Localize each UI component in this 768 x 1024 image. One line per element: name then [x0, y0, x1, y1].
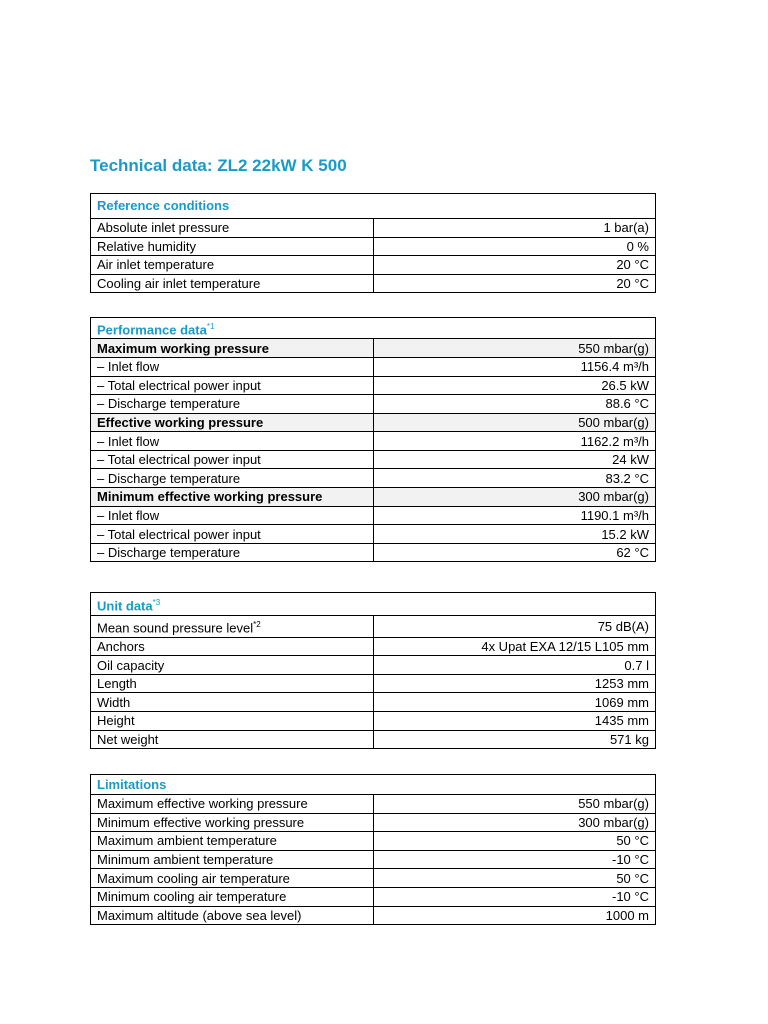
row-label [91, 637, 374, 656]
row-value: 300 mbar(g) [373, 488, 656, 507]
row-label-text: Absolute inlet pressure [97, 220, 230, 236]
row-label-text: Maximum altitude (above sea level) [97, 907, 302, 923]
row-label-text: – Inlet flow [97, 507, 160, 523]
row-value: 500 mbar(g) [373, 413, 656, 432]
row-label [91, 674, 374, 693]
row-label-text: – Total electrical power input [97, 452, 261, 468]
row-label [91, 813, 374, 832]
table-row [91, 432, 656, 451]
table-row [91, 274, 656, 293]
table-row [91, 887, 656, 906]
row-label [91, 730, 374, 749]
row-value: 88.6 °C [373, 395, 656, 414]
footnote-marker: *3 [152, 598, 161, 607]
row-label-text: – Discharge temperature [97, 545, 241, 561]
table-row [91, 357, 656, 376]
row-label [91, 274, 374, 293]
row-label [91, 469, 374, 488]
row-label [91, 616, 374, 637]
row-value: 1156.4 m³/h [373, 357, 656, 376]
row-label-text: Relative humidity [97, 238, 196, 254]
section-title: Unit data [97, 598, 153, 614]
row-value: 15.2 kW [373, 525, 656, 544]
row-value: 300 mbar(g) [373, 813, 656, 832]
row-value: 550 mbar(g) [373, 795, 656, 814]
row-value: 75 dB(A) [373, 616, 656, 637]
row-label [91, 712, 374, 731]
row-label [91, 376, 374, 395]
table-row [91, 637, 656, 656]
row-label [91, 887, 374, 906]
row-value: 1069 mm [373, 693, 656, 712]
row-label-text: Effective working pressure [97, 415, 264, 430]
row-label-text: Maximum ambient temperature [97, 833, 277, 849]
section-header-label [91, 194, 656, 219]
row-value: 571 kg [373, 730, 656, 749]
section-header [91, 194, 656, 219]
section-header [91, 593, 656, 616]
row-label-text: Minimum ambient temperature [97, 852, 274, 868]
table-row [91, 219, 656, 238]
row-value: 20 °C [373, 256, 656, 275]
section-header-label [91, 775, 656, 795]
row-label [91, 795, 374, 814]
row-value: -10 °C [373, 850, 656, 869]
table-row [91, 543, 656, 562]
table-row [91, 237, 656, 256]
row-label-text: – Total electrical power input [97, 526, 261, 542]
row-label [91, 850, 374, 869]
performance-data-table [90, 317, 656, 562]
section-title: Limitations [97, 776, 167, 792]
section-header [91, 775, 656, 795]
table-row [91, 256, 656, 275]
row-label [91, 832, 374, 851]
row-value: 1162.2 m³/h [373, 432, 656, 451]
row-label [91, 869, 374, 888]
section-header [91, 318, 656, 339]
row-label-text: – Total electrical power input [97, 377, 261, 393]
row-label [91, 488, 374, 507]
row-label [91, 450, 374, 469]
row-value: 1000 m [373, 906, 656, 925]
row-label-text: Air inlet temperature [97, 257, 215, 273]
row-label [91, 413, 374, 432]
table-row [91, 525, 656, 544]
table-group-row [91, 488, 656, 507]
unit-data-table [90, 592, 656, 749]
row-label-text: Oil capacity [97, 657, 165, 673]
row-label [91, 656, 374, 675]
row-value: 1 bar(a) [373, 219, 656, 238]
document-title: Technical data: ZL2 22kW K 500 [90, 156, 347, 175]
row-label-text: Anchors [97, 638, 145, 654]
table-row [91, 506, 656, 525]
table-row [91, 616, 656, 637]
row-value: -10 °C [373, 887, 656, 906]
row-label [91, 525, 374, 544]
row-label [91, 906, 374, 925]
row-label [91, 237, 374, 256]
row-label-text: Minimum cooling air temperature [97, 889, 287, 905]
footnote-marker: *1 [206, 322, 215, 331]
table-row [91, 674, 656, 693]
table-row [91, 450, 656, 469]
row-value: 20 °C [373, 274, 656, 293]
row-value: 50 °C [373, 869, 656, 888]
table-row [91, 469, 656, 488]
table-row [91, 730, 656, 749]
row-label [91, 543, 374, 562]
row-label-text: Maximum effective working pressure [97, 796, 308, 812]
reference-conditions-table [90, 193, 656, 293]
row-label [91, 357, 374, 376]
footnote-marker: *2 [253, 620, 261, 630]
row-label [91, 432, 374, 451]
row-value: 50 °C [373, 832, 656, 851]
table-row [91, 906, 656, 925]
row-value: 24 kW [373, 450, 656, 469]
table-row [91, 813, 656, 832]
table-group-row [91, 339, 656, 358]
row-value: 550 mbar(g) [373, 339, 656, 358]
row-value: 62 °C [373, 543, 656, 562]
table-row [91, 693, 656, 712]
table-row [91, 850, 656, 869]
row-label [91, 256, 374, 275]
row-label [91, 339, 374, 358]
row-value: 1253 mm [373, 674, 656, 693]
row-label-text: Width [97, 694, 131, 710]
row-value: 1435 mm [373, 712, 656, 731]
table-row [91, 656, 656, 675]
table-row [91, 395, 656, 414]
row-label-text: Maximum working pressure [97, 340, 269, 356]
row-value: 0 % [373, 237, 656, 256]
row-label [91, 693, 374, 712]
row-label-text: Net weight [97, 731, 159, 747]
row-value: 83.2 °C [373, 469, 656, 488]
row-label-text: – Inlet flow [97, 359, 160, 375]
section-header-label [91, 318, 656, 339]
row-label-text: Length [97, 676, 137, 692]
table-row [91, 712, 656, 731]
row-label [91, 506, 374, 525]
row-value: 1190.1 m³/h [373, 506, 656, 525]
table-row [91, 795, 656, 814]
row-label-text: Height [97, 713, 135, 729]
row-label-text: – Inlet flow [97, 433, 160, 449]
table-row [91, 869, 656, 888]
row-label-text: Maximum cooling air temperature [97, 870, 290, 886]
row-value: 26.5 kW [373, 376, 656, 395]
table-group-row [91, 413, 656, 432]
table-row [91, 832, 656, 851]
section-title: Reference conditions [97, 198, 230, 213]
section-header-label [91, 593, 656, 616]
row-value: 4x Upat EXA 12/15 L105 mm [373, 637, 656, 656]
row-label-text: – Discharge temperature [97, 396, 241, 412]
row-label [91, 395, 374, 414]
row-label-text: Cooling air inlet temperature [97, 276, 261, 292]
row-value: 0.7 l [373, 656, 656, 675]
row-label-text: Minimum effective working pressure [97, 489, 323, 505]
row-label-text: Minimum effective working pressure [97, 814, 305, 830]
row-label-text: Mean sound pressure level [97, 620, 254, 636]
limitations-table [90, 774, 656, 925]
row-label-text: – Discharge temperature [97, 470, 241, 486]
table-row [91, 376, 656, 395]
section-title: Performance data [97, 322, 207, 338]
row-label [91, 219, 374, 238]
